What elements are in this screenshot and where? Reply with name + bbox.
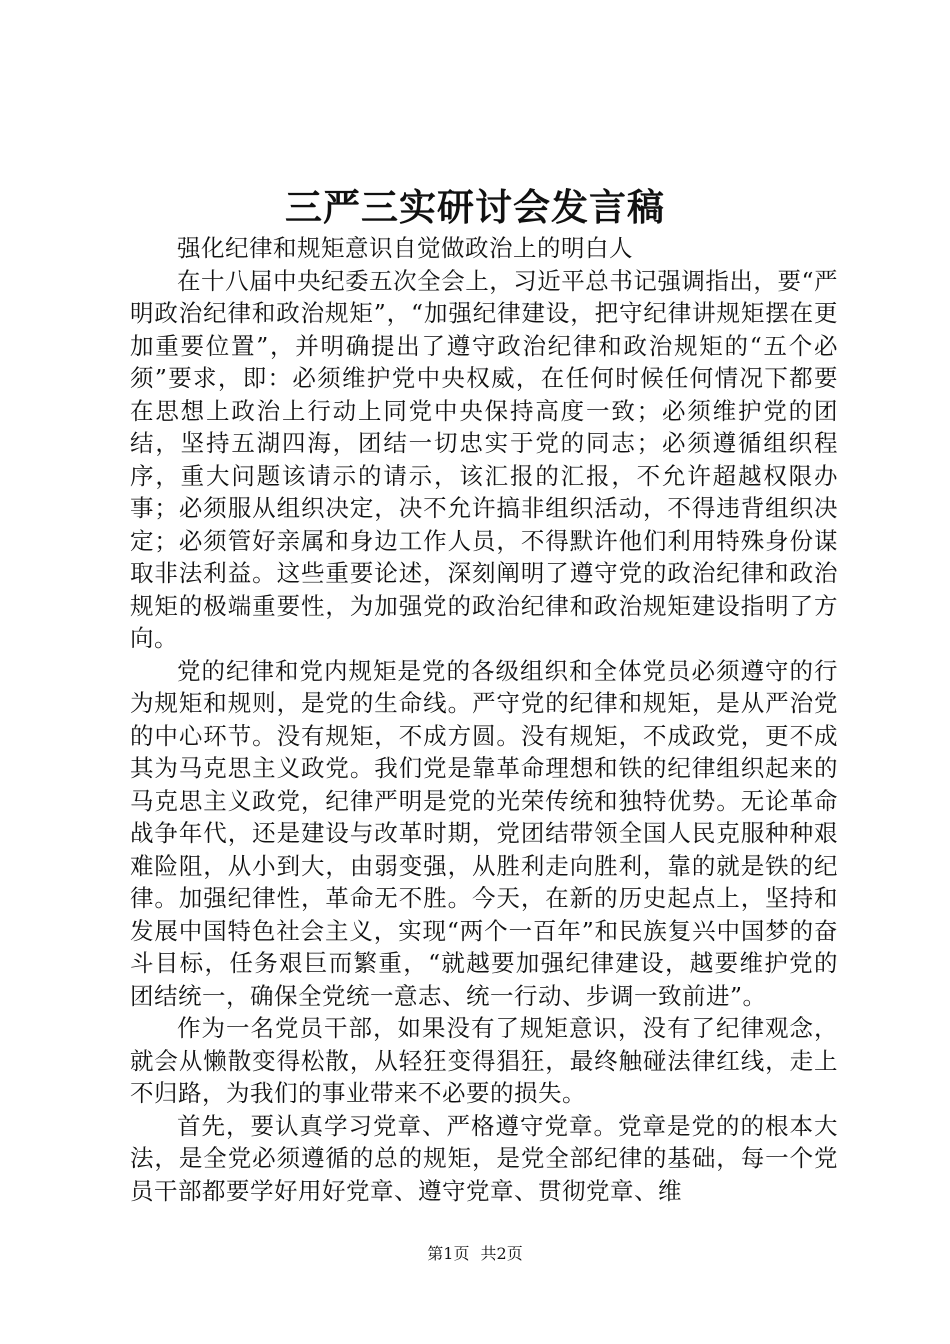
document-title: 三严三实研讨会发言稿 <box>285 185 665 229</box>
body-paragraph: 作为一名党员干部，如果没有了规矩意识，没有了纪律观念，就会从懒散变得松散，从轻狂变得猖狂，最终触碰法律红线，走上不归路，为我们的事业带来不必要的损失。 <box>130 1014 838 1107</box>
body-paragraph: 首先，要认真学习党章、严格遵守党章。党章是党的的根本大法，是全党必须遵循的总的规矩，是党全部纪律的基础，每一个党员干部都要学好用好党章、遵守党章、贯彻党章、维 <box>130 1111 838 1205</box>
body-paragraph: 党的纪律和党内规矩是党的各级组织和全体党员必须遵守的行为规矩和规则，是党的生命线。严守党的纪律和规矩，是从严治党的中心环节。没有规矩，不成方圆。没有规矩，不成政党，更不成其为马克思主义政党。我们党是靠革命理想和铁的纪律组织起来的马克思主义政党，纪律严明是党的光荣传统和独特优势。无论革命战争年代，还是建设与改革时期，党团结带领全国人民克服种种艰难险阻，从小到大，由弱变强，从胜利走向胜利，靠的就是铁的纪律。加强纪律性，革命无不胜。今天，在新的历史起点上，坚持和发展中国特色社会主义，实现“两个一百年”和民族复兴中国梦的奋斗目标，任务艰巨而繁重，“就越要加强纪律建设，越要维护党的团结统一，确保全党统一意志、统一行动、步调一致前进”。 <box>130 656 838 1010</box>
page-total: 共2页 <box>480 1244 523 1263</box>
page-number: 第1页 <box>427 1244 470 1263</box>
document-body <box>130 232 838 1207</box>
subtitle-paragraph: 强化纪律和规矩意识自觉做政治上的明白人 <box>177 234 633 262</box>
page-footer <box>0 1244 950 1264</box>
body-paragraph: 在十八届中央纪委五次全会上，习近平总书记强调指出，要“严明政治纪律和政治规矩”，“加强纪律建设，把守纪律讲规矩摆在更加重要位置”，并明确提出了遵守政治纪律和政治规矩的“五个必须”要求，即：必须维护党中央权威，在任何时候任何情况下都要在思想上政治上行动上同党中央保持高度一致；必须维护党的团结，坚持五湖四海，团结一切忠实于党的同志；必须遵循组织程序，重大问题该请示的请示，该汇报的汇报，不允许超越权限办事；必须服从组织决定，决不允许搞非组织活动，不得违背组织决定；必须管好亲属和身边工作人员，不得默许他们利用特殊身份谋取非法利益。这些重要论述，深刻阐明了遵守党的政治纪律和政治规矩的极端重要性，为加强党的政治纪律和政治规矩建设指明了方向。 <box>130 266 838 652</box>
